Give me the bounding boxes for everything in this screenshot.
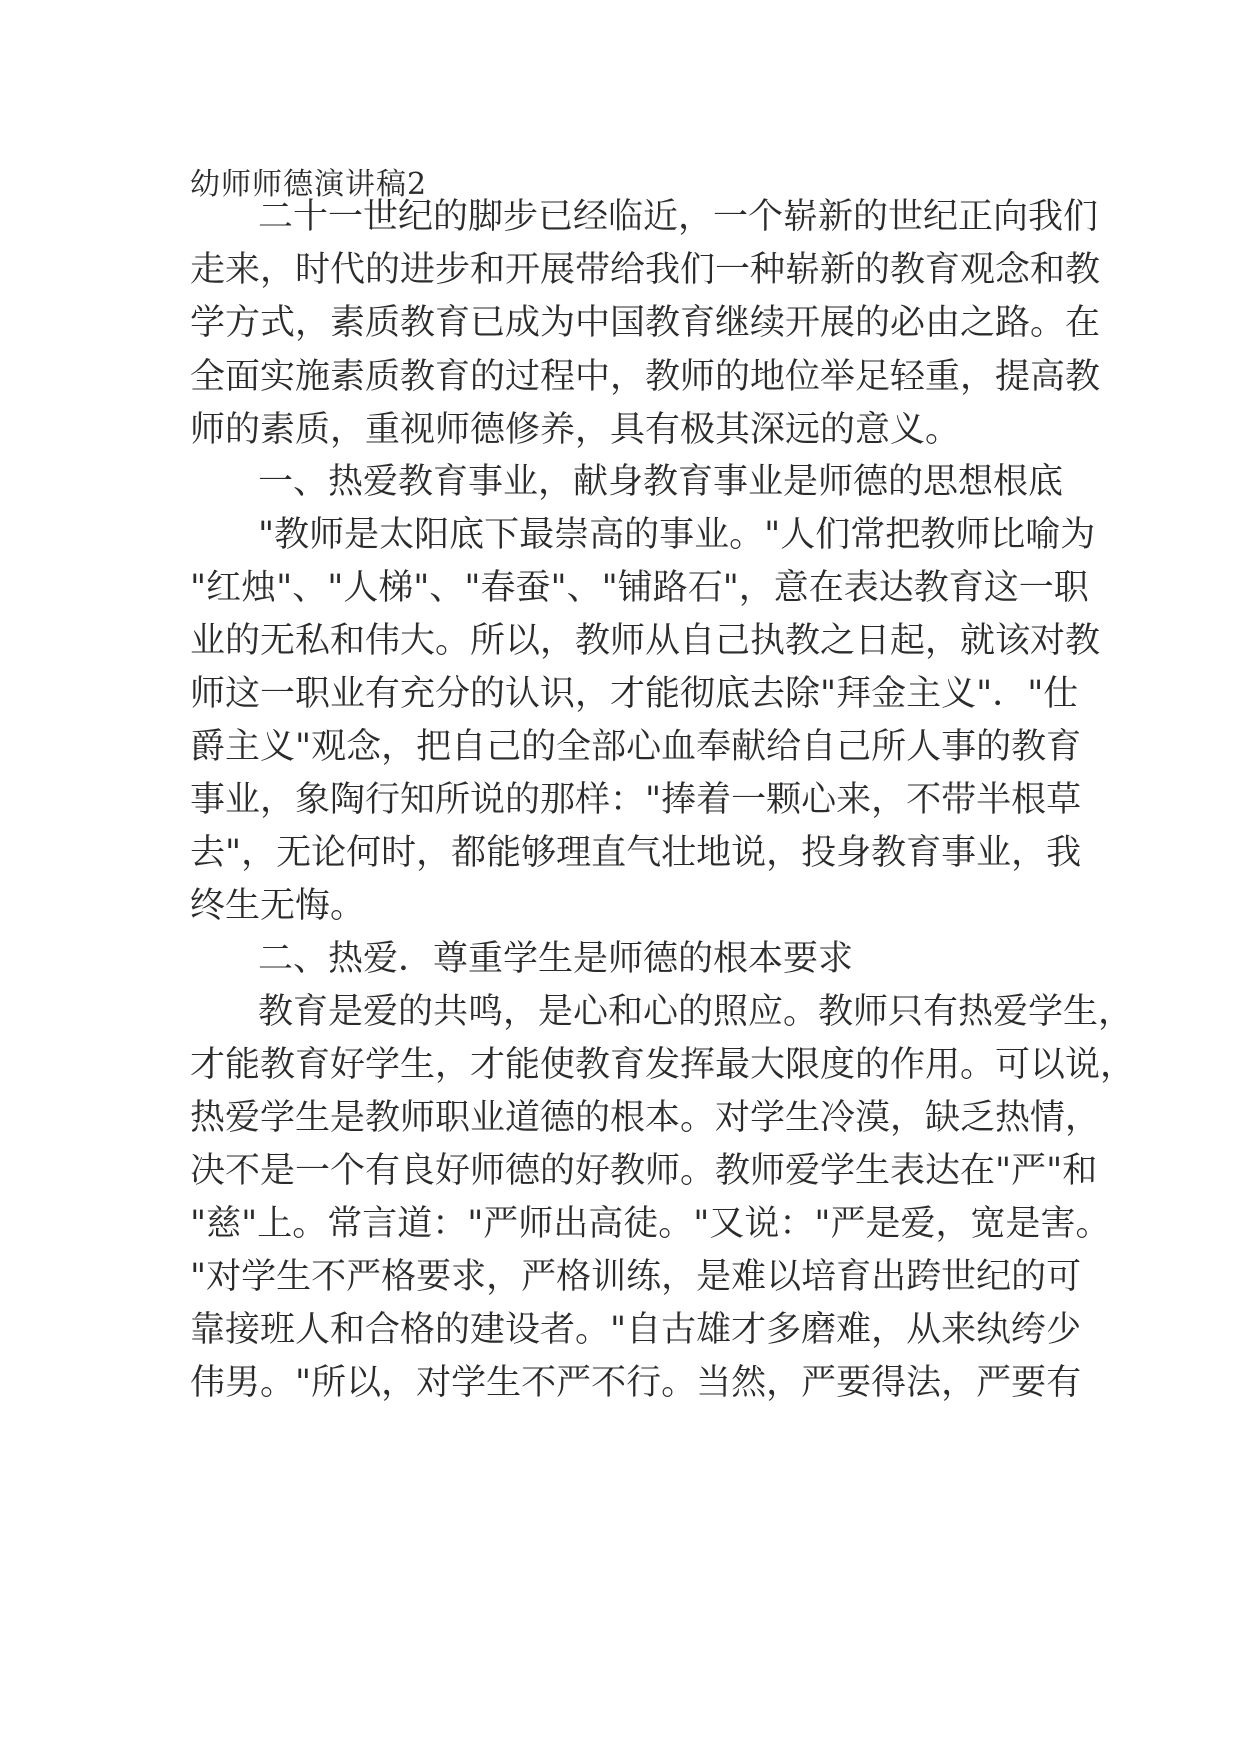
paragraph-line: "慈"上。常言道："严师出高徒。"又说："严是爱，宽是害。 <box>190 1204 1111 1244</box>
paragraph-line: 师这一职业有充分的认识，才能彻底去除"拜金主义"．"仕 <box>190 674 1079 714</box>
section-heading: 二、热爱．尊重学生是师德的根本要求 <box>258 939 854 979</box>
paragraph-line: 才能教育好学生，才能使教育发挥最大限度的作用。可以说， <box>190 1045 1136 1085</box>
paragraph-line: 二十一世纪的脚步已经临近，一个崭新的世纪正向我们 <box>258 197 1099 237</box>
paragraph-line: 师的素质，重视师德修养，具有极其深远的意义。 <box>190 410 961 450</box>
document-title: 幼师师德演讲稿2 <box>190 167 428 202</box>
paragraph-line: 爵主义"观念，把自己的全部心血奉献给自己所人事的教育 <box>190 727 1082 767</box>
section-heading: 一、热爱教育事业，献身教育事业是师德的思想根底 <box>258 462 1064 502</box>
paragraph-line: 业的无私和伟大。所以，教师从自己执教之日起，就该对教 <box>190 621 1101 661</box>
paragraph-line: 全面实施素质教育的过程中，教师的地位举足轻重，提高教 <box>190 357 1101 397</box>
paragraph-line: 去"，无论何时，都能够理直气壮地说，投身教育事业，我 <box>190 833 1082 873</box>
paragraph-line: 学方式，素质教育已成为中国教育继续开展的必由之路。在 <box>190 303 1101 343</box>
paragraph-line: 热爱学生是教师职业道德的根本。对学生冷漠，缺乏热情， <box>190 1098 1101 1138</box>
paragraph-line: 走来，时代的进步和开展带给我们一种崭新的教育观念和教 <box>190 250 1101 290</box>
paragraph-line: 教育是爱的共鸣，是心和心的照应。教师只有热爱学生， <box>258 992 1134 1032</box>
paragraph-line: 靠接班人和合格的建设者。"自古雄才多磨难，从来纨绔少 <box>190 1310 1082 1350</box>
paragraph-line: "红烛"、"人梯"、"春蚕"、"铺路石"，意在表达教育这一职 <box>190 568 1089 608</box>
paragraph-line: 决不是一个有良好师德的好教师。教师爱学生表达在"严"和 <box>190 1151 1098 1191</box>
paragraph-line: 伟男。"所以，对学生不严不行。当然，严要得法，严要有 <box>190 1363 1082 1403</box>
paragraph-line: 终生无悔。 <box>190 886 366 926</box>
paragraph-line: 事业，象陶行知所说的那样："捧着一颗心来，不带半根草 <box>190 780 1082 820</box>
paragraph-line: "对学生不严格要求，严格训练，是难以培育出跨世纪的可 <box>190 1257 1082 1297</box>
paragraph-line: "教师是太阳底下最崇高的事业。"人们常把教师比喻为 <box>258 515 1096 555</box>
